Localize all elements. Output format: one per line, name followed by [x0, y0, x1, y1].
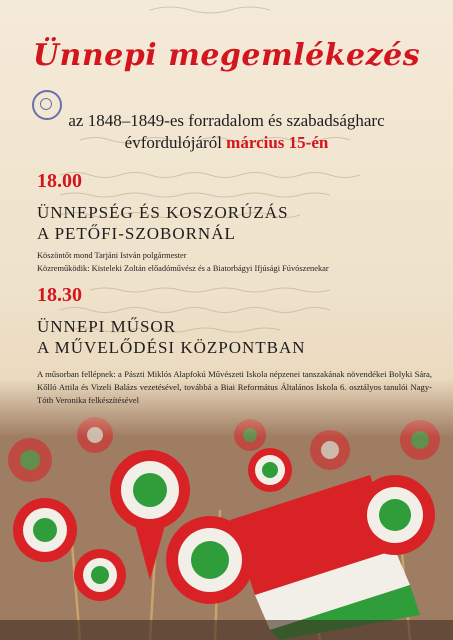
event2-heading-line1: ÜNNEPI MŰSOR — [37, 317, 177, 336]
event2-heading — [37, 316, 306, 358]
event1-heading-line2: A PETŐFI-SZOBORNÁL — [37, 224, 236, 243]
cockades-photo — [0, 380, 453, 640]
event1-greeting: Köszöntőt mond Tarjáni István polgármester — [37, 251, 187, 260]
poster-title: Ünnepi megemlékezés — [32, 38, 421, 73]
subtitle-line1: az 1848–1849-es forradalom és szabadságharc — [68, 111, 385, 130]
subtitle-line2 — [0, 132, 453, 154]
subtitle-prefix: évfordulójáról — [124, 133, 222, 152]
event1-participants: Közreműködik: Kisteleki Zoltán előadóművész és a Biatorbágyi Ifjúsági Fúvószenekar — [37, 264, 329, 273]
event2-time: 18.30 — [37, 284, 82, 306]
subtitle — [0, 110, 453, 154]
event2-description: A műsorban fellépnek: a Pászti Miklós Alapfokú Művészeti Iskola népzenei tanszakának növendékei Bolyki Sára, Kőlló Attila és Vizeli Balázs vezetésével, továbbá a Biai Református Általános Iskola 6. osztályos tanulói Nagy-Tóth Veronika felkészítésével — [37, 369, 432, 405]
event1-time: 18.00 — [37, 170, 82, 192]
event1-heading-line1: ÜNNEPSÉG ÉS KOSZORÚZÁS — [37, 203, 289, 222]
event2-heading-line2: A MŰVELŐDÉSI KÖZPONTBAN — [37, 338, 306, 357]
event1-heading — [37, 202, 289, 244]
event1-details — [37, 249, 427, 275]
event-date: március 15-én — [226, 133, 329, 152]
